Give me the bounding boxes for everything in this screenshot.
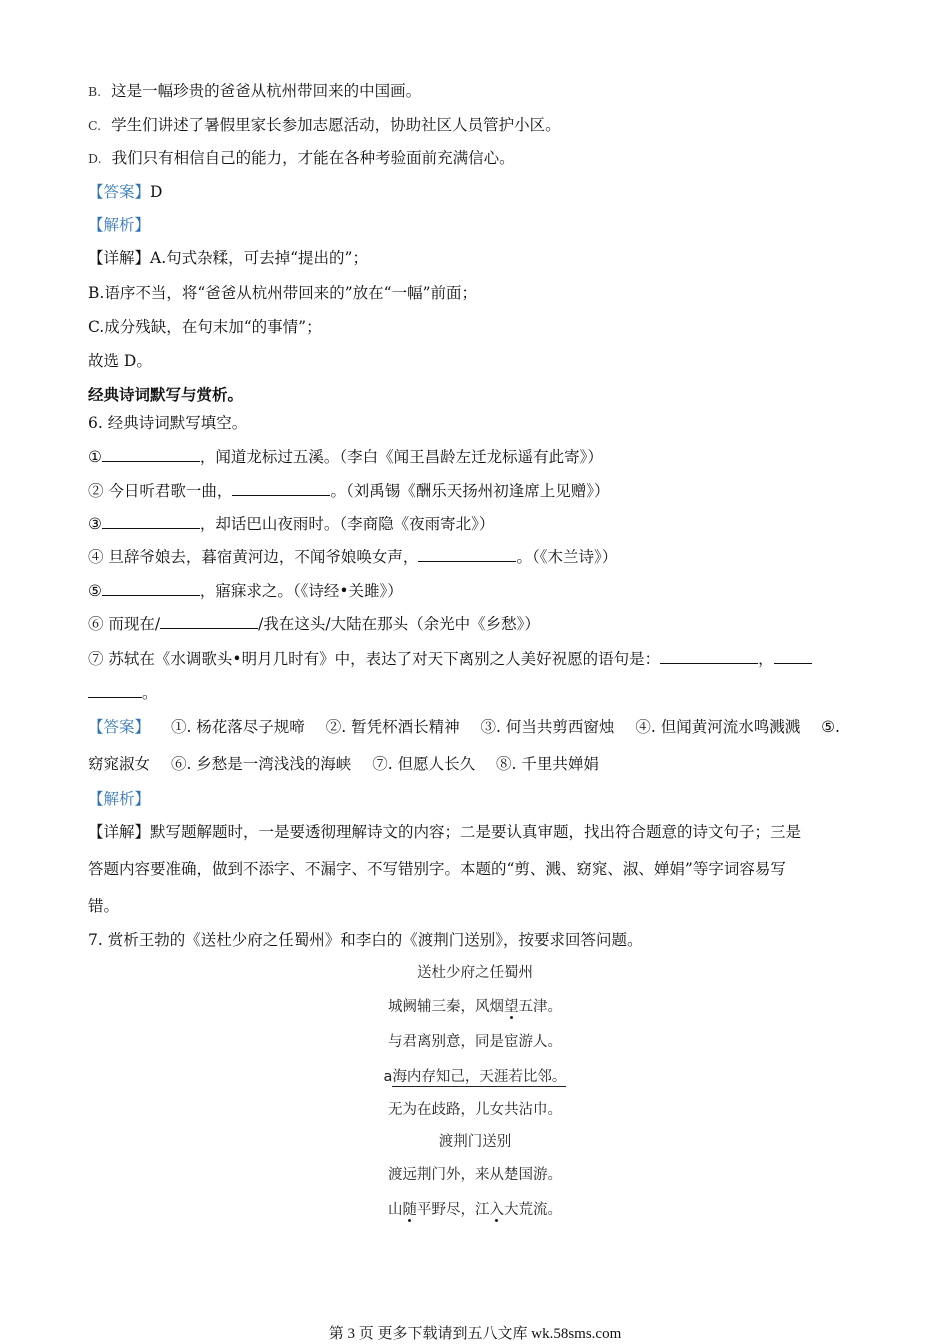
q6-item-1 (88, 446, 864, 468)
q6-item-4 (88, 546, 864, 568)
detail-tag: 【详解】 (88, 249, 151, 267)
q5-answer (88, 181, 864, 203)
poem-text: 城阙辅三秦，风烟 (388, 999, 504, 1015)
q5-detail-line: C.成分残缺，在句末加“的事情”； (88, 318, 322, 336)
poem-text: 山 (388, 1202, 403, 1218)
q6-item-7-cont (88, 682, 864, 704)
poem2-line-2 (0, 1199, 950, 1221)
poem1-line-3 (0, 1066, 950, 1088)
fill-blank[interactable] (660, 648, 758, 664)
detail-text: 默写题解题时，一是要透彻理解诗文的内容；二是要认真审题，找出符合题意的诗文句子；三是 (150, 823, 802, 841)
answer-item: ⑥. 乡愁是一湾浅浅的海峡 (170, 755, 352, 773)
poem1-line-2: 与君离别意，同是宦游人。 (388, 1034, 562, 1050)
q6-item-7 (88, 648, 864, 670)
option-letter: D. (88, 151, 102, 166)
q6-detail-line: 答题内容要准确，做到不添字、不漏字、不写错别字。本题的“剪、溅、窈窕、淑、婵娟”等字词容易写 (88, 860, 786, 878)
poem-text: 大荒流。 (504, 1202, 562, 1218)
item-suffix: /我在这头/大陆在那头（余光中《乡愁》） (258, 615, 540, 633)
page-footer: 第 3 页 更多下载请到五八文库 wk.58sms.com (328, 1326, 622, 1342)
poem2-title: 渡荆门送别 (438, 1134, 512, 1150)
option-text: 学生们讲述了暑假里家长参加志愿活动，协助社区人员管护小区。 (111, 116, 561, 134)
q6-item-6 (88, 613, 864, 635)
item-suffix: ，寤寐求之。（《诗经•关雎》） (199, 582, 403, 600)
poem1-title: 送杜少府之任蜀州 (417, 965, 533, 981)
q6-item-2 (88, 480, 864, 502)
fill-blank[interactable] (160, 613, 258, 629)
q6-item-3 (88, 513, 864, 535)
q5-detail-line: B.语序不当，将“爸爸从杭州带回来的”放在“一幅”前面； (88, 284, 478, 302)
fill-blank[interactable] (774, 648, 812, 664)
q6-detail-line: 错。 (88, 897, 120, 915)
item-prefix: ② 今日听君歌一曲， (88, 482, 233, 500)
item-prefix: ③ (88, 515, 102, 533)
answer-item: 窈窕淑女 (88, 755, 151, 773)
q6-item-5 (88, 580, 864, 602)
fill-blank[interactable] (102, 446, 200, 462)
answer-value: D (150, 183, 163, 201)
answer-tag: 【答案】 (88, 718, 151, 736)
underlined-line: 海内存知己，天涯若比邻。 (392, 1069, 567, 1085)
item-suffix: ，却话巴山夜雨时。（李商隐《夜雨寄北》） (199, 515, 495, 533)
q5-analysis (88, 214, 864, 236)
poem1-line-1 (0, 996, 950, 1018)
line-marker: a (383, 1069, 393, 1085)
answer-item: ①. 杨花落尽子规啼 (170, 718, 305, 736)
answer-item: ⑦. 但愿人长久 (372, 755, 476, 773)
item-prefix: ⑦ 苏轼在《水调歌头•明月几时有》中，表达了对天下离别之人美好祝愿的语句是： (88, 650, 661, 668)
fill-blank[interactable] (418, 546, 516, 562)
item-prefix: ⑤ (88, 582, 102, 600)
q6-stem: 6. 经典诗词默写填空。 (88, 414, 248, 432)
fill-blank[interactable] (88, 682, 142, 698)
item-suffix: ，闻道龙标过五溪。（李白《闻王昌龄左迁龙标遥有此寄》） (199, 448, 603, 466)
item-separator: ， (758, 650, 774, 668)
q6-detail-line (88, 821, 864, 843)
answer-item: ⑧. 千里共婵娟 (496, 755, 599, 773)
dotted-char: 望 (504, 999, 519, 1015)
option-letter: C. (88, 118, 102, 133)
option-text: 我们只有相信自己的能力，才能在各种考验面前充满信心。 (111, 149, 515, 167)
q6-answer-line (88, 716, 864, 738)
option-d (88, 147, 864, 170)
item-prefix: ⑥ 而现在/ (88, 615, 161, 633)
detail-tag: 【详解】 (88, 823, 151, 841)
q5-detail-line (88, 247, 864, 269)
dotted-char: 随 (402, 1202, 417, 1218)
q5-detail-line: 故选 D。 (88, 352, 152, 370)
fill-blank[interactable] (102, 580, 200, 596)
option-letter: B. (88, 84, 102, 99)
poem1-line-4: 无为在歧路，儿女共沾巾。 (388, 1102, 562, 1118)
option-b (88, 80, 864, 103)
item-suffix: 。 (142, 684, 158, 702)
fill-blank[interactable] (232, 480, 330, 496)
item-suffix: 。（刘禹锡《酬乐天扬州初逢席上见赠》） (330, 482, 610, 500)
detail-text: A.句式杂糅，可去掉“提出的”； (150, 249, 368, 267)
answer-item: ③. 何当共剪西窗烛 (480, 718, 615, 736)
option-text: 这是一幅珍贵的爸爸从杭州带回来的中国画。 (111, 82, 422, 100)
answer-tag: 【答案】 (88, 183, 151, 201)
item-suffix: 。（《木兰诗》） (516, 548, 618, 566)
answer-item: ④. 但闻黄河流水鸣溅溅 (635, 718, 801, 736)
poem-text: 平野尽，江 (417, 1202, 490, 1218)
poem2-line-1: 渡远荆门外，来从楚国游。 (388, 1167, 562, 1183)
q7-stem: 7. 赏析王勃的《送杜少府之任蜀州》和李白的《渡荆门送别》，按要求回答问题。 (88, 931, 643, 949)
analysis-tag: 【解析】 (88, 790, 151, 808)
q6-answer-line (88, 753, 864, 775)
answer-item: ⑤. (821, 718, 840, 736)
analysis-tag: 【解析】 (88, 216, 151, 234)
q6-analysis (88, 788, 864, 810)
answer-item: ②. 暂凭杯酒长精神 (325, 718, 460, 736)
item-prefix: ① (88, 448, 102, 466)
option-c (88, 114, 864, 137)
poem-text: 五津。 (518, 999, 562, 1015)
section-title: 经典诗词默写与赏析。 (88, 386, 244, 404)
dotted-char: 入 (489, 1202, 504, 1218)
item-prefix: ④ 旦辞爷娘去，暮宿黄河边，不闻爷娘唤女声， (88, 548, 419, 566)
fill-blank[interactable] (102, 513, 200, 529)
